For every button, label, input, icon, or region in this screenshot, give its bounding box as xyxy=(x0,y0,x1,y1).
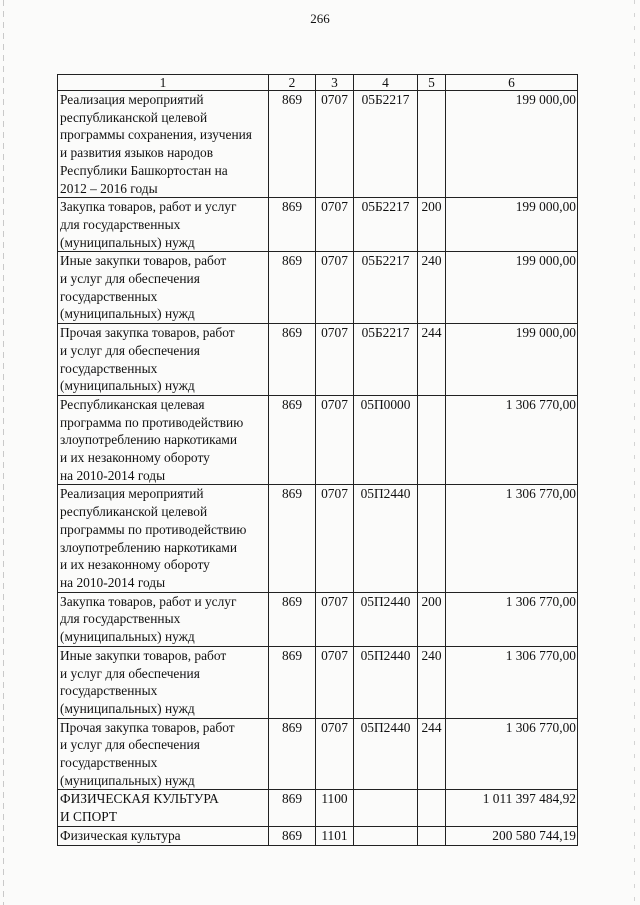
row-name-line: государственных xyxy=(60,360,158,376)
row-name-line: программы сохранения, изучения xyxy=(60,127,252,143)
section-code-cell: 0707 xyxy=(316,718,354,790)
row-name-line: программы по противодействию xyxy=(60,521,247,537)
amount-cell: 1 306 770,00 xyxy=(446,485,578,592)
table-row xyxy=(58,790,578,826)
row-name-line: государственных xyxy=(60,288,158,304)
row-name-line: и услуг для обеспечения xyxy=(60,665,200,681)
column-header-3: 3 xyxy=(316,75,354,91)
target-article-cell: 05Б2217 xyxy=(354,252,418,324)
section-code-cell: 1101 xyxy=(316,826,354,845)
row-name-line: Иные закупки товаров, работ xyxy=(60,253,227,269)
table-row xyxy=(58,646,578,718)
target-article-cell: 05П2440 xyxy=(354,646,418,718)
section-code-cell: 0707 xyxy=(316,198,354,252)
row-name-line: на 2010-2014 годы xyxy=(60,467,166,483)
row-name-cell xyxy=(58,826,269,845)
target-article-cell: 05П2440 xyxy=(354,718,418,790)
target-article-cell xyxy=(354,826,418,845)
amount-cell: 1 011 397 484,92 xyxy=(446,790,578,826)
row-name-line: и развития языков народов xyxy=(60,145,214,161)
section-code-cell: 0707 xyxy=(316,485,354,592)
row-name-line: и услуг для обеспечения xyxy=(60,271,200,287)
column-header-2: 2 xyxy=(269,75,316,91)
row-name-line: республиканской целевой xyxy=(60,504,208,520)
table-row xyxy=(58,91,578,198)
table-header-row xyxy=(58,75,578,91)
column-header-5: 5 xyxy=(418,75,446,91)
expense-type-cell xyxy=(418,91,446,198)
row-name-line: для государственных xyxy=(60,611,181,627)
row-name-line: государственных xyxy=(60,683,158,699)
row-name-line: программа по противодействию xyxy=(60,414,244,430)
section-code-cell: 0707 xyxy=(316,646,354,718)
amount-cell: 1 306 770,00 xyxy=(446,395,578,485)
section-code-cell: 0707 xyxy=(316,252,354,324)
row-name-line: злоупотреблению наркотиками xyxy=(60,432,238,448)
row-name-cell xyxy=(58,91,269,198)
row-name-line: Республики Башкортостан на xyxy=(60,162,228,178)
table-row xyxy=(58,198,578,252)
ministry-code-cell: 869 xyxy=(269,395,316,485)
row-name-cell xyxy=(58,646,269,718)
section-code-cell: 0707 xyxy=(316,91,354,198)
row-name-cell xyxy=(58,485,269,592)
table-row xyxy=(58,826,578,845)
target-article-cell: 05Б2217 xyxy=(354,324,418,396)
row-name-line: И СПОРТ xyxy=(60,809,118,825)
row-name-line: (муниципальных) нужд xyxy=(60,700,195,716)
target-article-cell: 05П0000 xyxy=(354,395,418,485)
ministry-code-cell: 869 xyxy=(269,826,316,845)
row-name-line: на 2010-2014 годы xyxy=(60,574,166,590)
target-article-cell: 05П2440 xyxy=(354,485,418,592)
row-name-line: (муниципальных) нужд xyxy=(60,629,195,645)
expense-type-cell: 240 xyxy=(418,252,446,324)
row-name-line: Закупка товаров, работ и услуг xyxy=(60,593,237,609)
row-name-cell xyxy=(58,198,269,252)
row-name-line: Закупка товаров, работ и услуг xyxy=(60,199,237,215)
target-article-cell xyxy=(354,790,418,826)
ministry-code-cell: 869 xyxy=(269,718,316,790)
expense-type-cell: 240 xyxy=(418,646,446,718)
row-name-line: (муниципальных) нужд xyxy=(60,306,195,322)
target-article-cell: 05Б2217 xyxy=(354,198,418,252)
row-name-line: Прочая закупка товаров, работ xyxy=(60,325,235,341)
scan-edge-right xyxy=(634,0,635,905)
expense-type-cell xyxy=(418,395,446,485)
row-name-line: Республиканская целевая xyxy=(60,396,205,412)
row-name-line: (муниципальных) нужд xyxy=(60,234,195,250)
target-article-cell: 05П2440 xyxy=(354,592,418,646)
table-row xyxy=(58,485,578,592)
ministry-code-cell: 869 xyxy=(269,252,316,324)
ministry-code-cell: 869 xyxy=(269,592,316,646)
row-name-cell xyxy=(58,790,269,826)
amount-cell: 1 306 770,00 xyxy=(446,718,578,790)
expense-type-cell: 244 xyxy=(418,718,446,790)
row-name-line: ФИЗИЧЕСКАЯ КУЛЬТУРА xyxy=(60,791,219,807)
row-name-line: и их незаконному обороту xyxy=(60,557,210,573)
scan-edge-left xyxy=(3,0,4,905)
section-code-cell: 0707 xyxy=(316,324,354,396)
budget-table xyxy=(57,74,578,846)
ministry-code-cell: 869 xyxy=(269,485,316,592)
expense-type-cell xyxy=(418,826,446,845)
amount-cell: 200 580 744,19 xyxy=(446,826,578,845)
row-name-cell xyxy=(58,592,269,646)
row-name-line: и услуг для обеспечения xyxy=(60,342,200,358)
amount-cell: 1 306 770,00 xyxy=(446,646,578,718)
section-code-cell: 0707 xyxy=(316,592,354,646)
row-name-cell xyxy=(58,395,269,485)
table-body xyxy=(58,75,578,846)
row-name-line: Реализация мероприятий xyxy=(60,92,204,107)
column-header-1: 1 xyxy=(58,75,269,91)
row-name-line: и их незаконному обороту xyxy=(60,450,210,466)
ministry-code-cell: 869 xyxy=(269,91,316,198)
row-name-line: государственных xyxy=(60,755,158,771)
table-row xyxy=(58,592,578,646)
table-row xyxy=(58,718,578,790)
section-code-cell: 0707 xyxy=(316,395,354,485)
ministry-code-cell: 869 xyxy=(269,198,316,252)
expense-type-cell xyxy=(418,790,446,826)
table-row xyxy=(58,252,578,324)
amount-cell: 199 000,00 xyxy=(446,324,578,396)
row-name-line: Физическая культура xyxy=(60,827,181,843)
expense-type-cell: 200 xyxy=(418,592,446,646)
ministry-code-cell: 869 xyxy=(269,790,316,826)
section-code-cell: 1100 xyxy=(316,790,354,826)
row-name-line: Реализация мероприятий xyxy=(60,486,204,502)
amount-cell: 199 000,00 xyxy=(446,252,578,324)
column-header-6: 6 xyxy=(446,75,578,91)
row-name-cell xyxy=(58,324,269,396)
ministry-code-cell: 869 xyxy=(269,646,316,718)
page-number: 266 xyxy=(310,11,330,26)
target-article-cell: 05Б2217 xyxy=(354,91,418,198)
amount-cell: 199 000,00 xyxy=(446,198,578,252)
row-name-line: (муниципальных) нужд xyxy=(60,772,195,788)
amount-cell: 199 000,00 xyxy=(446,91,578,198)
row-name-line: злоупотреблению наркотиками xyxy=(60,539,238,555)
row-name-cell xyxy=(58,252,269,324)
row-name-line: Иные закупки товаров, работ xyxy=(60,647,227,663)
column-header-4: 4 xyxy=(354,75,418,91)
row-name-line: (муниципальных) нужд xyxy=(60,378,195,394)
row-name-line: для государственных xyxy=(60,216,181,232)
row-name-cell xyxy=(58,718,269,790)
table-row xyxy=(58,324,578,396)
expense-type-cell: 200 xyxy=(418,198,446,252)
row-name-line: 2012 – 2016 годы xyxy=(60,180,158,196)
row-name-line: Прочая закупка товаров, работ xyxy=(60,719,235,735)
row-name-line: республиканской целевой xyxy=(60,109,208,125)
ministry-code-cell: 869 xyxy=(269,324,316,396)
expense-type-cell xyxy=(418,485,446,592)
amount-cell: 1 306 770,00 xyxy=(446,592,578,646)
expense-type-cell: 244 xyxy=(418,324,446,396)
row-name-line: и услуг для обеспечения xyxy=(60,737,200,753)
table-row xyxy=(58,395,578,485)
